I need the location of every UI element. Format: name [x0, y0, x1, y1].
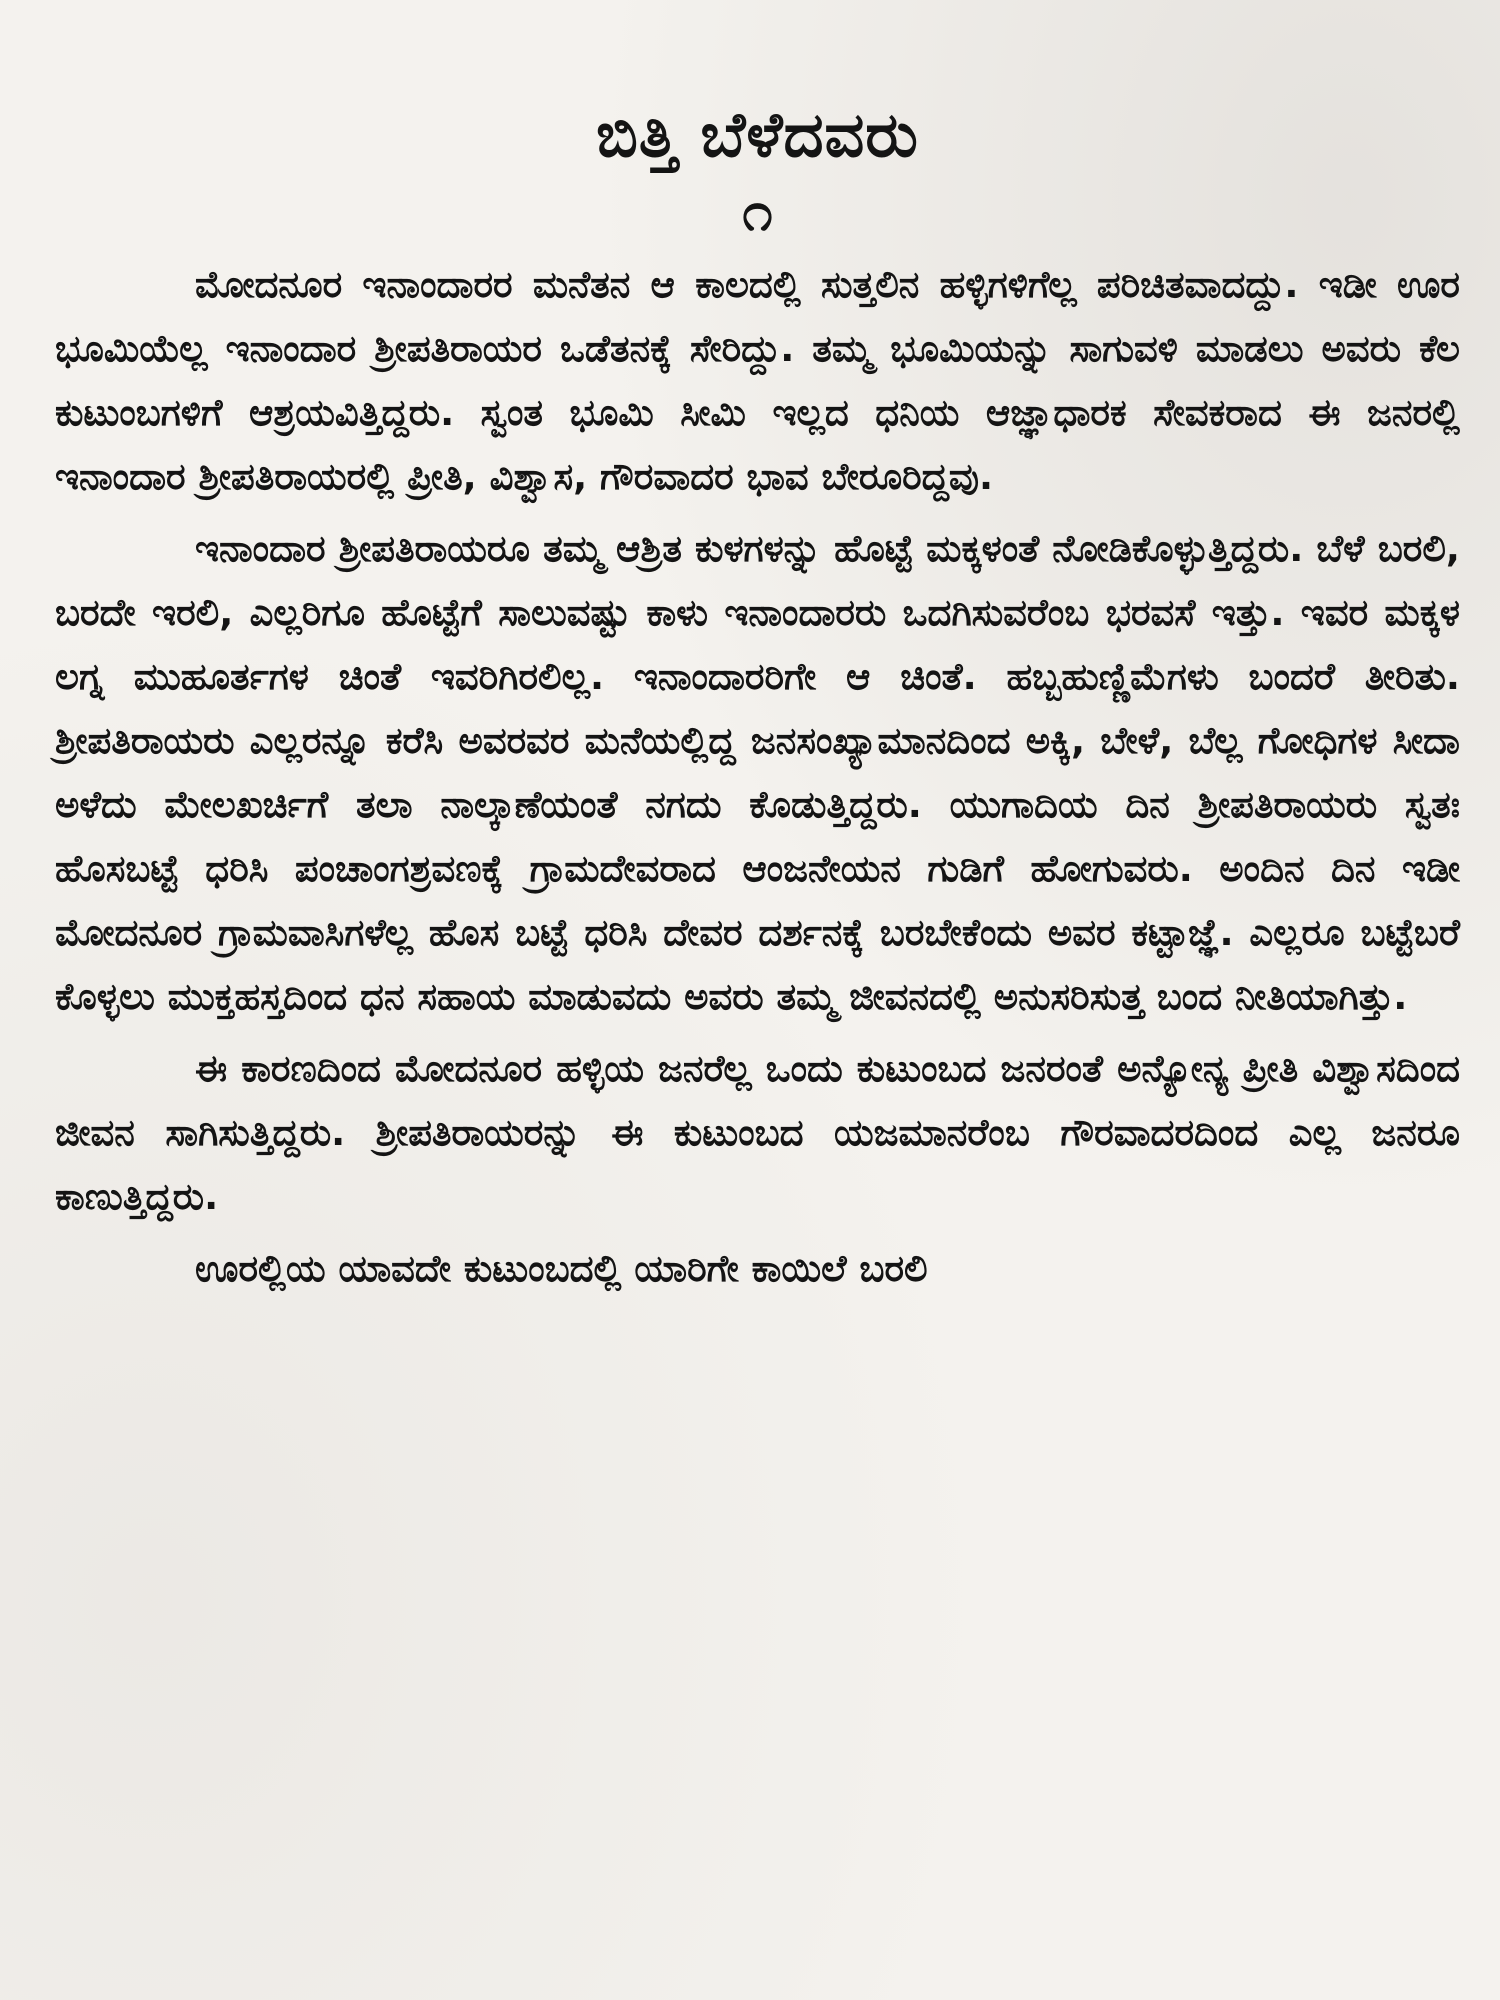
- body-text: [55, 253, 1460, 1301]
- paragraph-2: ಇನಾಂದಾರ ಶ್ರೀಪತಿರಾಯರೂ ತಮ್ಮ ಆಶ್ರಿತ ಕುಳಗಳನ್ನು ಹೊಟ್ಟೆ ಮಕ್ಕಳಂತೆ ನೋಡಿಕೊಳ್ಳುತ್ತಿದ್ದರು. ಬೆಳೆ ಬರಲಿ, ಬರದೇ ಇರಲಿ, ಎಲ್ಲರಿಗೂ ಹೊಟ್ಟೆಗೆ ಸಾಲುವಷ್ಟು ಕಾಳು ಇನಾಂದಾರರು ಒದಗಿಸುವರೆಂಬ ಭರವಸೆ ಇತ್ತು. ಇವರ ಮಕ್ಕಳ ಲಗ್ನ ಮುಹೂರ್ತಗಳ ಚಿಂತೆ ಇವರಿಗಿರಲಿಲ್ಲ. ಇನಾಂದಾರರಿಗೇ ಆ ಚಿಂತೆ. ಹಬ್ಬಹುಣ್ಣಿಮೆಗಳು ಬಂದರೆ ತೀರಿತು. ಶ್ರೀಪತಿರಾಯರು ಎಲ್ಲರನ್ನೂ ಕರೆಸಿ ಅವರವರ ಮನೆಯಲ್ಲಿದ್ದ ಜನಸಂಖ್ಯಾಮಾನದಿಂದ ಅಕ್ಕಿ, ಬೇಳೆ, ಬೆಲ್ಲ ಗೋಧಿಗಳ ಸೀದಾ ಅಳೆದು ಮೇಲಖರ್ಚಿಗೆ ತಲಾ ನಾಲ್ಕಾಣೆಯಂತೆ ನಗದು ಕೊಡುತ್ತಿದ್ದರು. ಯುಗಾದಿಯ ದಿನ ಶ್ರೀಪತಿರಾಯರು ಸ್ವತಃ ಹೊಸಬಟ್ಟೆ ಧರಿಸಿ ಪಂಚಾಂಗಶ್ರವಣಕ್ಕೆ ಗ್ರಾಮದೇವರಾದ ಆಂಜನೇಯನ ಗುಡಿಗೆ ಹೋಗುವರು. ಅಂದಿನ ದಿನ ಇಡೀ ಮೋದನೂರ ಗ್ರಾಮವಾಸಿಗಳೆಲ್ಲ ಹೊಸ ಬಟ್ಟೆ ಧರಿಸಿ ದೇವರ ದರ್ಶನಕ್ಕೆ ಬರಬೇಕೆಂದು ಅವರ ಕಟ್ಟಾಜ್ಞೆ. ಎಲ್ಲರೂ ಬಟ್ಟೆಬರೆ ಕೊಳ್ಳಲು ಮುಕ್ತಹಸ್ತದಿಂದ ಧನ ಸಹಾಯ ಮಾಡುವದು ಅವರು ತಮ್ಮ ಜೀವನದಲ್ಲಿ ಅನುಸರಿಸುತ್ತ ಬಂದ ನೀತಿಯಾಗಿತ್ತು.: [55, 527, 1460, 1018]
- paragraph-4: ಊರಲ್ಲಿಯ ಯಾವದೇ ಕುಟುಂಬದಲ್ಲಿ ಯಾರಿಗೇ ಕಾಯಿಲೆ ಬರಲಿ: [195, 1247, 928, 1290]
- paragraph-1: ಮೋದನೂರ ಇನಾಂದಾರರ ಮನೆತನ ಆ ಕಾಲದಲ್ಲಿ ಸುತ್ತಲಿನ ಹಳ್ಳಿಗಳಿಗೆಲ್ಲ ಪರಿಚಿತವಾದದ್ದು. ಇಡೀ ಊರ ಭೂಮಿಯೆಲ್ಲ ಇನಾಂದಾರ ಶ್ರೀಪತಿರಾಯರ ಒಡೆತನಕ್ಕೆ ಸೇರಿದ್ದು. ತಮ್ಮ ಭೂಮಿಯನ್ನು ಸಾಗುವಳಿ ಮಾಡಲು ಅವರು ಕೆಲ ಕುಟುಂಬಗಳಿಗೆ ಆಶ್ರಯವಿತ್ತಿದ್ದರು. ಸ್ವಂತ ಭೂಮಿ ಸೀಮಿ ಇಲ್ಲದ ಧನಿಯ ಆಜ್ಞಾಧಾರಕ ಸೇವಕರಾದ ಈ ಜನರಲ್ಲಿ ಇನಾಂದಾರ ಶ್ರೀಪತಿರಾಯರಲ್ಲಿ ಪ್ರೀತಿ, ವಿಶ್ವಾಸ, ಗೌರವಾದರ ಭಾವ ಬೇರೂರಿದ್ದವು.: [55, 263, 1460, 498]
- paragraph-3: ಈ ಕಾರಣದಿಂದ ಮೋದನೂರ ಹಳ್ಳಿಯ ಜನರೆಲ್ಲ ಒಂದು ಕುಟುಂಬದ ಜನರಂತೆ ಅನ್ಯೋನ್ಯ ಪ್ರೀತಿ ವಿಶ್ವಾಸದಿಂದ ಜೀವನ ಸಾಗಿಸುತ್ತಿದ್ದರು. ಶ್ರೀಪತಿರಾಯರನ್ನು ಈ ಕುಟುಂಬದ ಯಜಮಾನರೆಂಬ ಗೌರವಾದರದಿಂದ ಎಲ್ಲ ಜನರೂ ಕಾಣುತ್ತಿದ್ದರು.: [55, 1047, 1460, 1218]
- chapter-title: ಬಿತ್ತಿ ಬೆಳೆದವರು: [596, 98, 919, 171]
- chapter-number: ೧: [742, 180, 773, 243]
